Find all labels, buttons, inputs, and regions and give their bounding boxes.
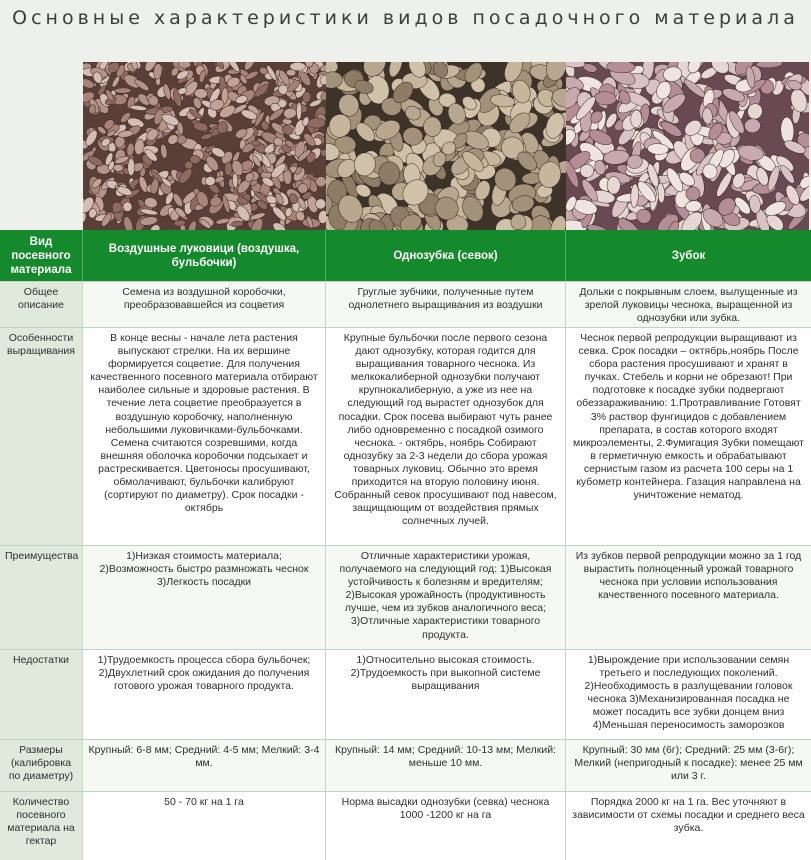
- single-clove-bulbs-photo: [326, 62, 566, 230]
- photo-strip: [83, 62, 809, 230]
- cell-single-clove: Крупный: 14 мм; Средний: 10-13 мм; Мелкий: меньше 10 мм.: [326, 740, 566, 792]
- cell-clove: Дольки с покрывным слоем, вылущенные из зрелой луковицы чеснока, выращенной из однозубки или зубка.: [566, 282, 811, 328]
- cell-bulbils: Семена из воздушной коробочки, преобразовавшейся из соцветия: [83, 282, 326, 328]
- header-clove: Зубок: [671, 249, 706, 262]
- cell-single-clove: Крупные бульбочки после первого сезона дают однозубку, которая годится для выращивания товарного чеснока. Из мелкокалиберной однозубки получают крупнокалиберную, а уже из нее на следующий год вырастет однозубок для посадки. Срок посева выбирают чуть ранее либо одновременно с посадкой озимого чеснока. - октябрь, ноябрь Собирают однозубку за 2-3 недели до сбора урожая товарных луковиц. Обычно это время приходится на вторую половину июня. Собранный севок просушивают под навесом, защищающим от воздействия прямых солнечных лучей.: [326, 328, 566, 546]
- garlic-cloves-photo: [566, 62, 809, 230]
- table-row-quantity: [0, 791, 811, 860]
- table-row-description: [0, 281, 811, 328]
- row-label: Количество посевного материала на гектар: [0, 792, 83, 860]
- cell-single-clove: Отличные характеристики урожая, получаемого на следующий год: 1)Высокая устойчивость к болезням и вредителям; 2)Высокая урожайность (продуктивность лучше, чем из зубков аналогичного веса; 3)Отличные характеристики товарного продукта.: [326, 546, 566, 650]
- cell-clove: 1)Вырождение при использовании семян третьего и последующих поколений. 2)Необходимость в разлущевании головок чеснока 3)Механизированная посадка не может посадить все зубки донцем вниз 4)Меньшая переносимость заморозков: [566, 650, 811, 740]
- cell-bulbils: 50 - 70 кг на 1 га: [83, 792, 326, 860]
- row-label: Особенности выращивания: [0, 328, 83, 546]
- table-row-disadvantages: [0, 649, 811, 740]
- cell-clove: Крупный: 30 мм (6г); Средний: 25 мм (3-6г); Мелкий (непригодный к посадке): менее 25 мм или 3 г.: [566, 740, 811, 792]
- cell-bulbils: 1)Трудоемкость процесса сбора бульбочек; 2)Двухлетний срок ожидания до получения готового урожая товарного продукта.: [83, 650, 326, 740]
- cell-bulbils: В конце весны - начале лета растения выпускают стрелки. На их вершине формируется соцветие. Для получения качественного посевного материала отбирают наиболее сильные и здоровые растения. В течение лета соцветие преобразуется в воздушную коробочку, наполненную небольшими луковичками-бульбочками. Семена считаются созревшими, когда внешняя оболочка коробочки подсыхает и растрескивается. Цветоносы просушивают, обмолачивают, бульбочки калибруют (сортируют по диаметру). Срок посадки - октябрь: [83, 328, 326, 546]
- table-row-cultivation: [0, 327, 811, 546]
- cell-clove: Из зубков первой репродукции можно за 1 год вырастить полноценный урожай товарного чеснока при условии использования качественного посевного материала.: [566, 546, 811, 650]
- page-title: Основные характеристики видов посадочного материала: [12, 7, 799, 29]
- header-type: Вид посевного материала: [0, 230, 83, 281]
- table-row-advantages: [0, 545, 811, 650]
- cell-bulbils: 1)Низкая стоимость материала; 2)Возможность быстро размножать чеснок 3)Легкость посадки: [83, 546, 326, 650]
- header-bulbils: Воздушные луковици (воздушка, бульбочки): [83, 230, 326, 281]
- cell-single-clove: Норма высадки однозубки (севка) чеснока 1000 -1200 кг на га: [326, 792, 566, 860]
- cell-clove: Чеснок первой репродукции выращивают из севка. Срок посадки – октябрь,ноябрь После сбора растения просушивают и хранят в пучках. Стебель и корни не обрезают! При подготовке к посадке зубки подвергают обеззараживанию: 1.Протравливание Готовят 3% раствор фунгицидов с добавлением препарата, в состав которого входят микроэлементы, 2.Фумигация Зубки помещают в герметичную емкость и обрабатывают сернистым газом из расчета 100 серы на 1 кубометр контейнера. Газация направлена на уничтожение нематод.: [566, 328, 811, 546]
- row-label: Преимущества: [0, 546, 83, 650]
- bulbils-photo: [83, 62, 326, 230]
- header-single-clove: Однозубка (севок): [326, 230, 566, 281]
- cell-bulbils: Крупный: 6-8 мм; Средний: 4-5 мм; Мелкий: 3-4 мм.: [83, 740, 326, 792]
- row-label: Размеры (калибровка по диаметру): [0, 740, 83, 792]
- row-label: Недостатки: [0, 650, 83, 740]
- table-header: [0, 230, 811, 281]
- table-row-sizes: [0, 739, 811, 792]
- row-label: Общее описание: [0, 282, 83, 328]
- cell-single-clove: 1)Относительно высокая стоимость. 2)Трудоемкость при выкопной системе выращивания: [326, 650, 566, 740]
- cell-single-clove: Груглые зубчики, полученные путем однолетнего выращивания из воздушки: [326, 282, 566, 328]
- cell-clove: Порядка 2000 кг на 1 га. Вес уточняют в зависимости от схемы посадки и среднего веса зубка.: [566, 792, 811, 860]
